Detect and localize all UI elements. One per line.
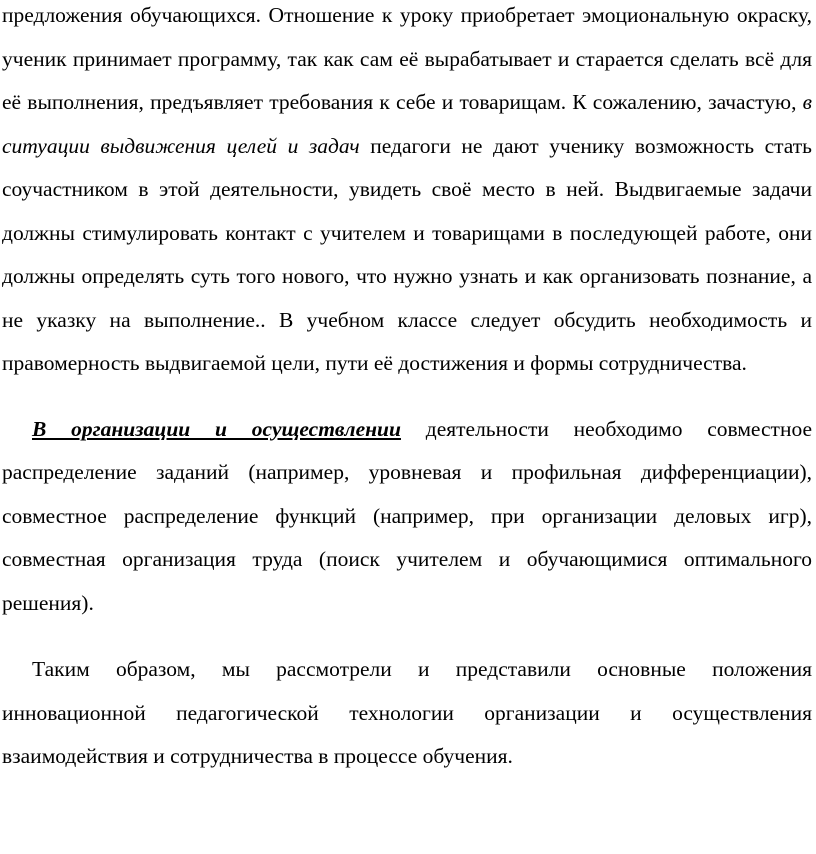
paragraph-3-text: Таким образом, мы рассмотрели и представили основные положения инновационной педагогической технологии организации и осуществления взаимодействия и сотрудничества в процессе обучения. (2, 657, 812, 768)
paragraph-3 (2, 648, 812, 779)
paragraph-1-text-start: предложения обучающихся. Отношение к уроку приобретает эмоциональную окраску, ученик принимает программу, так как сам её вырабатывает и старается сделать всё для её выполнения, предъявляет требования к себе и товарищам. К сожалению, зачастую, (2, 3, 812, 114)
paragraph-1-italic-phrase: в ситуации выдвижения целей и задач (2, 90, 812, 158)
paragraph-1 (2, 0, 812, 386)
paragraph-2-text: деятельности необходимо совместное распределение заданий (например, уровневая и профильная дифференциации), совместное распределение функций (например, при организации деловых игр), совместная организация труда (поиск учителем и обучающимися оптимального решения). (2, 416, 813, 615)
paragraph-1-text-end: педагоги не дают ученику возможность стать соучастником в этой деятельности, увидеть своё место в ней. Выдвигаемые задачи должны стимулировать контакт с учителем и товарищами в последующей работе, они должны определять суть того нового, что нужно узнать и как организовать познание, а не указку на выполнение.. В учебном классе следует обсудить необходимость и правомерность выдвигаемой цели, пути её достижения и формы сотрудничества. (2, 133, 812, 375)
paragraph-2-emphasized-phrase: В организации и осуществлении (32, 416, 401, 441)
paragraph-2 (2, 408, 812, 626)
